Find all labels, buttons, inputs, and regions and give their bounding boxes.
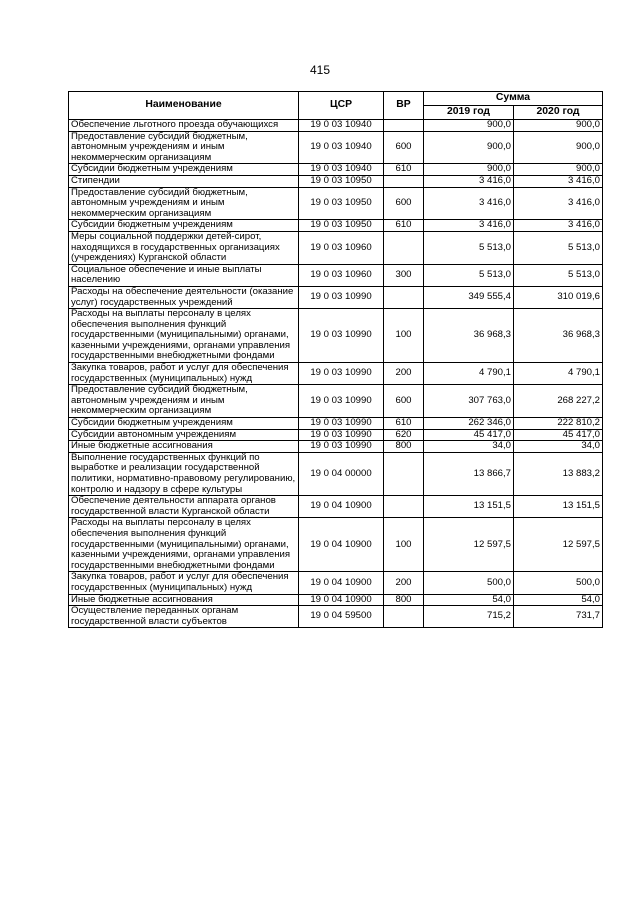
cell-name: Обеспечение деятельности аппарата органов государственной власти Курганской области	[69, 496, 299, 518]
cell-csr: 19 0 03 10990	[299, 385, 384, 418]
cell-y2019: 900,0	[424, 120, 514, 132]
cell-y2019: 3 416,0	[424, 220, 514, 232]
table-row	[69, 309, 603, 363]
cell-vr: 610	[384, 418, 424, 430]
cell-csr: 19 0 03 10990	[299, 441, 384, 453]
cell-csr: 19 0 03 10940	[299, 164, 384, 176]
cell-csr: 19 0 03 10990	[299, 309, 384, 363]
cell-y2020: 268 227,2	[514, 385, 603, 418]
cell-vr: 300	[384, 264, 424, 286]
cell-y2020: 4 790,1	[514, 363, 603, 385]
cell-y2019: 349 555,4	[424, 286, 514, 308]
table-row	[69, 231, 603, 264]
cell-vr: 610	[384, 220, 424, 232]
table-row	[69, 594, 603, 606]
cell-csr: 19 0 03 10950	[299, 220, 384, 232]
table-row	[69, 363, 603, 385]
cell-y2019: 34,0	[424, 441, 514, 453]
table-header	[69, 92, 603, 120]
cell-y2019: 900,0	[424, 164, 514, 176]
cell-vr	[384, 120, 424, 132]
cell-csr: 19 0 03 10990	[299, 418, 384, 430]
cell-name: Обеспечение льготного проезда обучающихся	[69, 120, 299, 132]
cell-csr: 19 0 03 10990	[299, 429, 384, 441]
cell-y2020: 900,0	[514, 131, 603, 164]
cell-vr: 800	[384, 441, 424, 453]
cell-name: Закупка товаров, работ и услуг для обеспечения государственных (муниципальных) нужд	[69, 363, 299, 385]
cell-y2019: 500,0	[424, 572, 514, 594]
header-2019: 2019 год	[424, 106, 514, 120]
table-row	[69, 518, 603, 572]
cell-name: Социальное обеспечение и иные выплаты населению	[69, 264, 299, 286]
cell-csr: 19 0 03 10940	[299, 120, 384, 132]
cell-name: Расходы на выплаты персоналу в целях обеспечения выполнения функций государственными (муниципальными) органами, казенными учреждениями, органами управления государственными внебюджетными фондами	[69, 518, 299, 572]
cell-name: Субсидии автономным учреждениям	[69, 429, 299, 441]
cell-vr: 610	[384, 164, 424, 176]
cell-csr: 19 0 03 10950	[299, 175, 384, 187]
cell-vr	[384, 496, 424, 518]
cell-y2019: 715,2	[424, 606, 514, 628]
cell-vr: 620	[384, 429, 424, 441]
cell-y2019: 262 346,0	[424, 418, 514, 430]
cell-name: Расходы на выплаты персоналу в целях обеспечения выполнения функций государственными (муниципальными) органами, казенными учреждениями, органами управления государственными внебюджетными фондами	[69, 309, 299, 363]
table-row	[69, 418, 603, 430]
cell-y2019: 13 151,5	[424, 496, 514, 518]
cell-y2019: 45 417,0	[424, 429, 514, 441]
header-sum: Сумма	[424, 92, 603, 106]
cell-csr: 19 0 04 10900	[299, 572, 384, 594]
cell-csr: 19 0 03 10990	[299, 286, 384, 308]
cell-name: Предоставление субсидий бюджетным, автономным учреждениям и иным некоммерческим организациям	[69, 131, 299, 164]
page-number: 415	[309, 63, 331, 77]
table-row	[69, 220, 603, 232]
cell-vr	[384, 175, 424, 187]
cell-y2019: 4 790,1	[424, 363, 514, 385]
table-row	[69, 606, 603, 628]
header-2020: 2020 год	[514, 106, 603, 120]
header-csr: ЦСР	[299, 92, 384, 120]
budget-table	[68, 91, 603, 628]
cell-csr: 19 0 04 10900	[299, 518, 384, 572]
cell-y2020: 3 416,0	[514, 187, 603, 220]
cell-csr: 19 0 04 00000	[299, 452, 384, 495]
cell-y2020: 34,0	[514, 441, 603, 453]
cell-y2019: 307 763,0	[424, 385, 514, 418]
table-row	[69, 175, 603, 187]
cell-csr: 19 0 04 59500	[299, 606, 384, 628]
cell-y2020: 222 810,2	[514, 418, 603, 430]
cell-y2020: 3 416,0	[514, 220, 603, 232]
cell-vr	[384, 606, 424, 628]
cell-y2020: 45 417,0	[514, 429, 603, 441]
cell-y2020: 731,7	[514, 606, 603, 628]
cell-y2020: 36 968,3	[514, 309, 603, 363]
cell-y2019: 5 513,0	[424, 231, 514, 264]
cell-vr	[384, 286, 424, 308]
header-vr: ВР	[384, 92, 424, 120]
cell-name: Закупка товаров, работ и услуг для обеспечения государственных (муниципальных) нужд	[69, 572, 299, 594]
table-row	[69, 131, 603, 164]
cell-name: Стипендии	[69, 175, 299, 187]
table-row	[69, 164, 603, 176]
table-row	[69, 429, 603, 441]
cell-vr: 200	[384, 572, 424, 594]
cell-y2019: 13 866,7	[424, 452, 514, 495]
cell-vr: 100	[384, 518, 424, 572]
table-row	[69, 441, 603, 453]
cell-name: Субсидии бюджетным учреждениям	[69, 418, 299, 430]
cell-csr: 19 0 03 10960	[299, 264, 384, 286]
table-row	[69, 572, 603, 594]
table-body	[69, 120, 603, 628]
cell-name: Иные бюджетные ассигнования	[69, 594, 299, 606]
cell-vr	[384, 452, 424, 495]
cell-y2020: 5 513,0	[514, 264, 603, 286]
cell-name: Осуществление переданных органам государственной власти субъектов	[69, 606, 299, 628]
cell-vr	[384, 231, 424, 264]
cell-y2020: 13 883,2	[514, 452, 603, 495]
cell-y2020: 3 416,0	[514, 175, 603, 187]
cell-name: Субсидии бюджетным учреждениям	[69, 220, 299, 232]
cell-name: Меры социальной поддержки детей-сирот, находящихся в государственных организациях (учреждениях) Курганской области	[69, 231, 299, 264]
cell-y2019: 3 416,0	[424, 175, 514, 187]
cell-y2020: 13 151,5	[514, 496, 603, 518]
table-row	[69, 385, 603, 418]
cell-vr: 200	[384, 363, 424, 385]
cell-y2019: 54,0	[424, 594, 514, 606]
cell-y2019: 36 968,3	[424, 309, 514, 363]
cell-csr: 19 0 03 10990	[299, 363, 384, 385]
cell-name: Субсидии бюджетным учреждениям	[69, 164, 299, 176]
cell-y2020: 500,0	[514, 572, 603, 594]
table-row	[69, 452, 603, 495]
cell-y2019: 3 416,0	[424, 187, 514, 220]
cell-csr: 19 0 04 10900	[299, 594, 384, 606]
table-row	[69, 187, 603, 220]
table-row	[69, 264, 603, 286]
cell-y2019: 5 513,0	[424, 264, 514, 286]
cell-csr: 19 0 03 10950	[299, 187, 384, 220]
table-row	[69, 286, 603, 308]
cell-vr: 800	[384, 594, 424, 606]
cell-y2020: 310 019,6	[514, 286, 603, 308]
cell-name: Иные бюджетные ассигнования	[69, 441, 299, 453]
cell-vr: 600	[384, 385, 424, 418]
cell-name: Расходы на обеспечение деятельности (оказание услуг) государственных учреждений	[69, 286, 299, 308]
cell-csr: 19 0 04 10900	[299, 496, 384, 518]
cell-y2020: 900,0	[514, 120, 603, 132]
cell-csr: 19 0 03 10960	[299, 231, 384, 264]
cell-name: Предоставление субсидий бюджетным, автономным учреждениям и иным некоммерческим организациям	[69, 187, 299, 220]
cell-y2020: 54,0	[514, 594, 603, 606]
cell-vr: 100	[384, 309, 424, 363]
header-name: Наименование	[69, 92, 299, 120]
cell-csr: 19 0 03 10940	[299, 131, 384, 164]
table-row	[69, 496, 603, 518]
table-row	[69, 120, 603, 132]
cell-y2020: 900,0	[514, 164, 603, 176]
cell-name: Предоставление субсидий бюджетным, автономным учреждениям и иным некоммерческим организациям	[69, 385, 299, 418]
cell-y2020: 5 513,0	[514, 231, 603, 264]
cell-y2019: 12 597,5	[424, 518, 514, 572]
cell-vr: 600	[384, 131, 424, 164]
cell-vr: 600	[384, 187, 424, 220]
cell-name: Выполнение государственных функций по выработке и реализации государственной политики, нормативно-правовому регулированию, контролю и надзору в сфере культуры	[69, 452, 299, 495]
cell-y2019: 900,0	[424, 131, 514, 164]
cell-y2020: 12 597,5	[514, 518, 603, 572]
